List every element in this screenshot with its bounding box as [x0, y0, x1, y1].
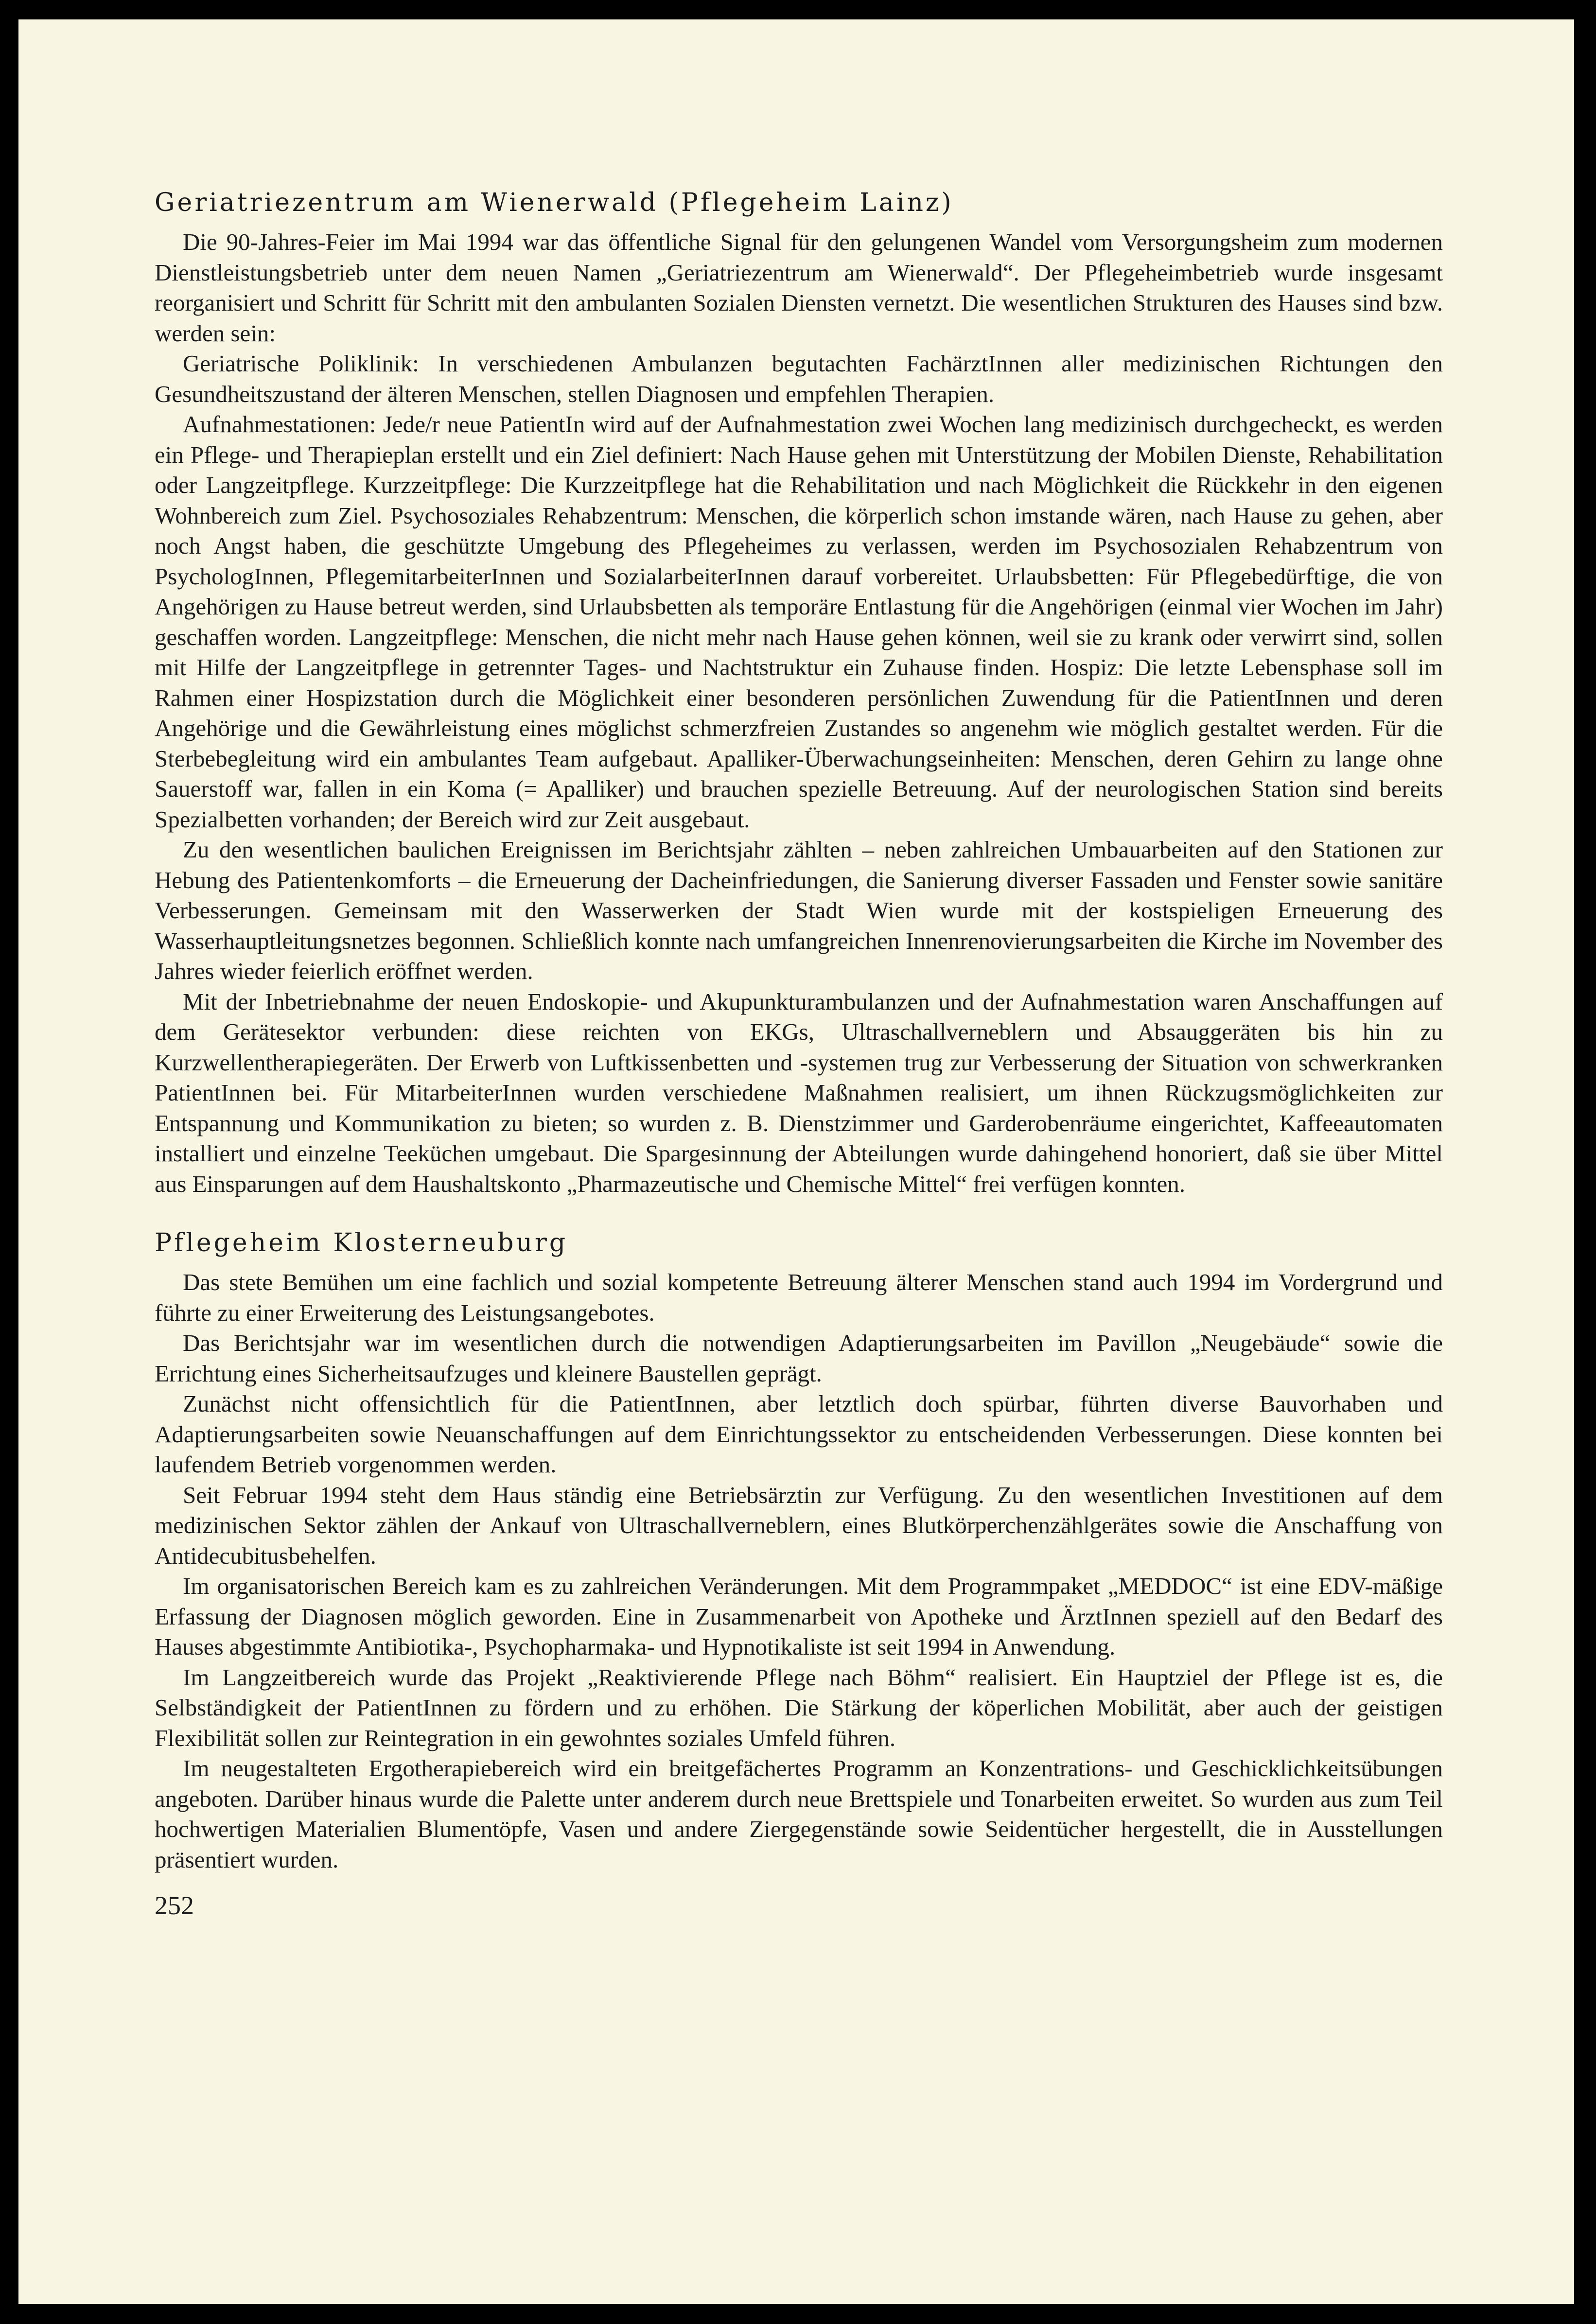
section-heading-klosterneuburg: Pflegeheim Klosterneuburg — [155, 1228, 568, 1258]
section-heading-lainz: Geriatriezentrum am Wienerwald (Pflegeheim Lainz) — [155, 188, 954, 217]
paragraph: Die 90-Jahres-Feier im Mai 1994 war das öffentliche Signal für den gelungenen Wandel vom Versorgungsheim zum modernen Dienstleistungsbetrieb unter dem neuen Namen „Geriatriezentrum am Wienerwald“. Der Pflegeheimbetrieb wurde insgesamt reorganisiert und Schritt für Schritt mit den ambulanten Sozialen Diensten vernetzt. Die wesentlichen Strukturen des Hauses sind bzw. werden sein: — [155, 228, 1443, 347]
paragraph: Zu den wesentlichen baulichen Ereignissen im Berichtsjahr zählten – neben zahlreichen Umbauarbeiten auf den Stationen zur Hebung des Patientenkomforts – die Erneuerung der Dacheinfriedungen, die Sanierung diverser Fassaden und Fenster sowie sanitäre Verbesserungen. Gemeinsam mit den Wasserwerken der Stadt Wien wurde mit der kostspieligen Erneuerung des Wasserhauptleitungsnetzes begonnen. Schließlich konnte nach umfangreichen Innenrenovierungsarbeiten die Kirche im November des Jahres wieder feierlich eröffnet werden. — [155, 836, 1443, 984]
paragraph: Das Berichtsjahr war im wesentlichen durch die notwendigen Adaptierungsarbeiten im Pavillon „Neugebäude“ sowie die Errichtung eines Sicherheitsaufzuges und kleinere Baustellen geprägt. — [155, 1329, 1443, 1387]
page-number: 252 — [155, 1891, 194, 1920]
paragraph: Mit der Inbetriebnahme der neuen Endoskopie- und Akupunkturambulanzen und der Aufnahmestation waren Anschaffungen auf dem Gerätesektor verbunden: diese reichten von EKGs, Ultraschallverneblern und Absauggeräten bis hin zu Kurzwellentherapiegeräten. Der Erwerb von Luftkissenbetten und -systemen trug zur Verbesserung der Situation von schwerkranken PatientInnen bei. Für MitarbeiterInnen wurden verschiedene Maßnahmen realisiert, um ihnen Rückzugsmöglichkeiten zur Entspannung und Kommunikation zu bieten; so wurden z. B. Dienstzimmer und Garderobenräume eingerichtet, Kaffeeautomaten installiert und einzelne Teeküchen umgebaut. Die Spargesinnung der Abteilungen wurde dahingehend honoriert, daß sie über Mittel aus Einsparungen auf dem Haushaltskonto „Pharmazeutische und Chemische Mittel“ frei verfügen konnten. — [155, 988, 1443, 1197]
document-page — [18, 19, 1574, 2304]
paragraph: Im organisatorischen Bereich kam es zu zahlreichen Veränderungen. Mit dem Programmpaket „MEDDOC“ ist eine EDV-mäßige Erfassung der Diagnosen möglich geworden. Eine in Zusammenarbeit von Apotheke und ÄrztInnen speziell auf den Bedarf des Hauses abgestimmte Antibiotika-, Psychopharmaka- und Hypnotikaliste ist seit 1994 in Anwendung. — [155, 1573, 1443, 1660]
paragraph: Aufnahmestationen: Jede/r neue PatientIn wird auf der Aufnahmestation zwei Wochen lang medizinisch durchgecheckt, es werden ein Pflege- und Therapieplan erstellt und ein Ziel definiert: Nach Hause gehen mit Unterstützung der Mobilen Dienste, Rehabilitation oder Langzeitpflege. Kurzzeitpflege: Die Kurzzeitpflege hat die Rehabilitation und nach Möglichkeit die Rückkehr in den eigenen Wohnbereich zum Ziel. Psychosoziales Rehabzentrum: Menschen, die körperlich schon imstande wären, nach Hause zu gehen, aber noch Angst haben, die geschützte Umgebung des Pflegeheimes zu verlassen, werden im Psychosozialen Rehabzentrum von PsychologInnen, PflegemitarbeiterInnen und SozialarbeiterInnen darauf vorbereitet. Urlaubsbetten: Für Pflegebedürftige, die von Angehörigen zu Hause betreut werden, sind Urlaubsbetten als temporäre Entlastung für die Angehörigen (einmal vier Wochen im Jahr) geschaffen worden. Langzeitpflege: Menschen, die nicht mehr nach Hause gehen können, weil sie zu krank oder verwirrt sind, sollen mit Hilfe der Langzeitpflege in getrennter Tages- und Nachtstruktur ein Zuhause finden. Hospiz: Die letzte Lebensphase soll im Rahmen einer Hospizstation durch die Möglichkeit einer besonderen persönlichen Zuwendung für die PatientInnen und deren Angehörige und die Gewährleistung eines möglichst schmerzfreien Zustandes so angenehm wie möglich gestaltet werden. Für die Sterbebegleitung wird ein ambulantes Team aufgebaut. Apalliker-Überwachungseinheiten: Menschen, deren Gehirn zu lange ohne Sauerstoff war, fallen in ein Koma (= Apalliker) und brauchen spezielle Betreuung. Auf der neurologischen Station sind bereits Spezialbetten vorhanden; der Bereich wird zur Zeit ausgebaut. — [155, 411, 1443, 833]
paragraph: Im neugestalteten Ergotherapiebereich wird ein breitgefächertes Programm an Konzentrations- und Geschicklichkeitsübungen angeboten. Darüber hinaus wurde die Palette unter anderem durch neue Brettspiele und Tonarbeiten erweitet. So wurden aus zum Teil hochwertigen Materialien Blumentöpfe, Vasen und andere Ziergegenstände sowie Seidentücher hergestellt, die in Ausstellungen präsentiert wurden. — [155, 1755, 1443, 1873]
paragraph: Seit Februar 1994 steht dem Haus ständig eine Betriebsärztin zur Verfügung. Zu den wesentlichen Investitionen auf dem medizinischen Sektor zählen der Ankauf von Ultraschallverneblern, eines Blutkörperchenzählgerätes sowie die Anschaffung von Antidecubitusbehelfen. — [155, 1481, 1443, 1569]
page-content — [155, 187, 1443, 1921]
paragraph: Das stete Bemühen um eine fachlich und sozial kompetente Betreuung älterer Menschen stand auch 1994 im Vordergrund und führte zu einer Erweiterung des Leistungsangebotes. — [155, 1269, 1443, 1326]
paragraph: Geriatrische Poliklinik: In verschiedenen Ambulanzen begutachten FachärztInnen aller medizinischen Richtungen den Gesundheitszustand der älteren Menschen, stellen Diagnosen und empfehlen Therapien. — [155, 350, 1443, 407]
paragraph: Zunächst nicht offensichtlich für die PatientInnen, aber letztlich doch spürbar, führten diverse Bauvorhaben und Adaptierungsarbeiten sowie Neuanschaffungen auf dem Einrichtungssektor zu entscheidenden Verbesserungen. Diese konnten bei laufendem Betrieb vorgenommen werden. — [155, 1390, 1443, 1478]
paragraph: Im Langzeitbereich wurde das Projekt „Reaktivierende Pflege nach Böhm“ realisiert. Ein Hauptziel der Pflege ist es, die Selbständigkeit der PatientInnen zu fördern und zu erhöhen. Die Stärkung der köperlichen Mobilität, aber auch der geistigen Flexibilität sollen zur Reintegration in ein gewohntes soziales Umfeld führen. — [155, 1663, 1443, 1751]
